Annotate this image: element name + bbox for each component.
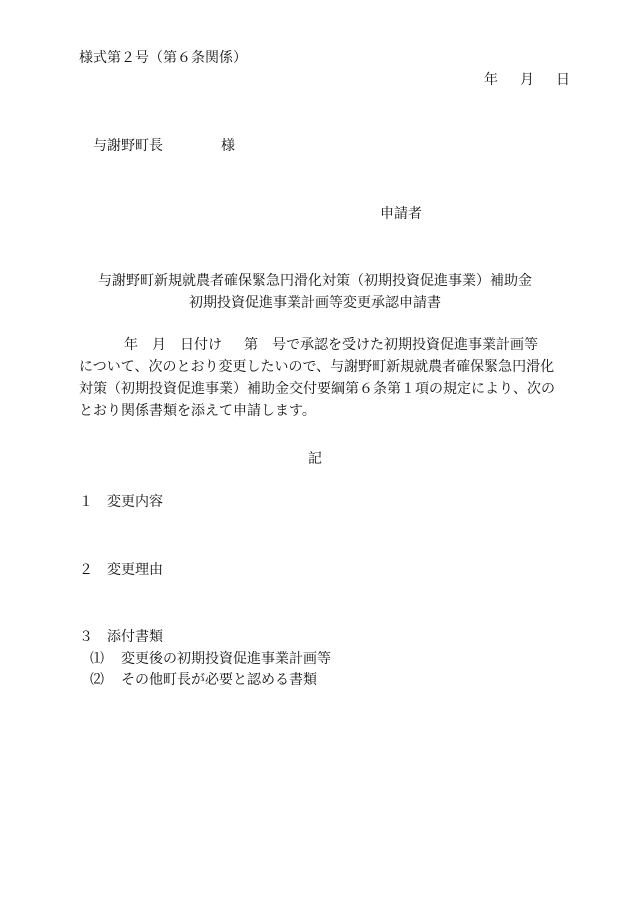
attachment-item (90, 650, 331, 668)
addressee-honorific: 様 (221, 138, 235, 154)
body-dai: 第 (244, 337, 258, 353)
body-line-2: について、次のとおり変更したいので、与謝野町新規就農者確保緊急円滑化 (79, 359, 555, 375)
attachment-number: ⑴ (90, 651, 104, 667)
body-dated: 日付け (180, 337, 222, 353)
attachment-label: その他町長が必要と認める書類 (121, 672, 317, 688)
addressee (93, 137, 235, 155)
attachment-number: ⑵ (90, 672, 104, 688)
item-label: 変更内容 (107, 494, 163, 510)
ki-heading: 記 (308, 451, 322, 467)
form-number: 様式第２号（第６条関係） (79, 50, 247, 66)
item-label: 添付書類 (107, 629, 163, 645)
body-line-1 (79, 336, 575, 358)
body-line-1-rest: 号で承認を受けた初期投資促進事業計画等 (272, 337, 538, 353)
body-line-4: とおり関係書類を添えて申請します。 (79, 403, 316, 419)
item-number: ３ (79, 629, 93, 645)
body-month: 月 (152, 337, 166, 353)
document-title-line-1: 与謝野町新規就農者確保緊急円滑化対策（初期投資促進事業）補助金 (98, 273, 532, 289)
attachment-label: 変更後の初期投資促進事業計画等 (121, 651, 331, 667)
attachment-item (90, 671, 317, 689)
item-number: ２ (79, 562, 93, 578)
date-day: 日 (556, 72, 570, 88)
item-change-content (79, 493, 163, 511)
document-title-line-2: 初期投資促進事業計画等変更承認申請書 (189, 295, 441, 311)
date-month: 月 (520, 72, 534, 88)
body-year: 年 (124, 337, 138, 353)
item-number: １ (79, 494, 93, 510)
item-label: 変更理由 (107, 562, 163, 578)
date-year: 年 (484, 72, 498, 88)
item-change-reason (79, 561, 163, 579)
item-attachments (79, 628, 163, 646)
date-line (484, 71, 570, 89)
body-paragraph (79, 336, 575, 424)
addressee-name: 与謝野町長 (93, 138, 163, 154)
body-line-3: 対策（初期投資促進事業）補助金交付要綱第６条第１項の規定により、次の (79, 381, 555, 397)
applicant-label: 申請者 (380, 206, 422, 222)
